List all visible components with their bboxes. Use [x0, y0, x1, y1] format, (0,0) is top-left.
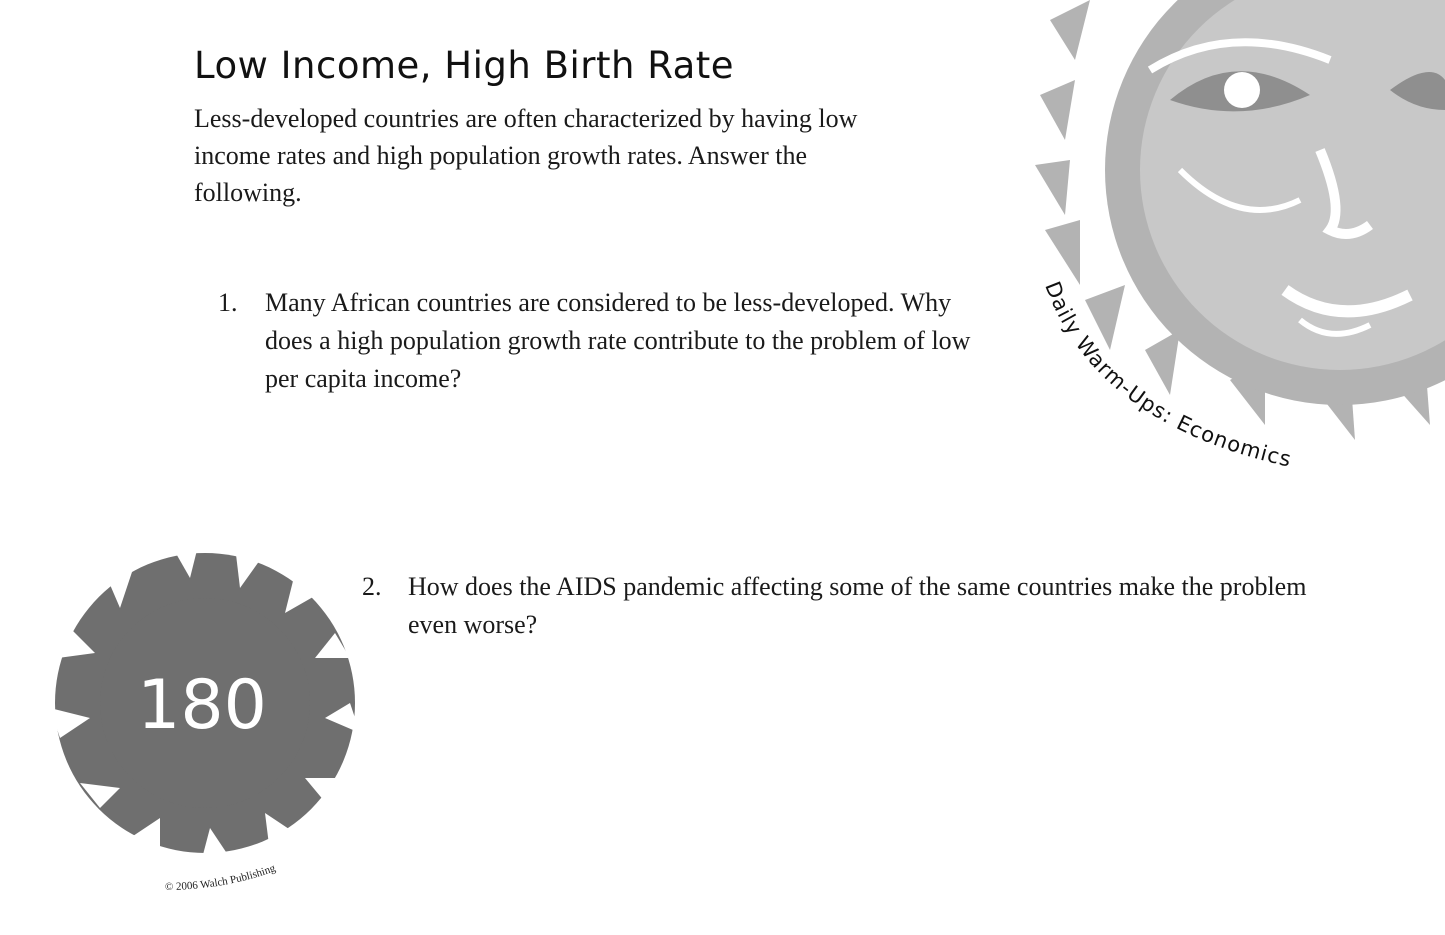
page-number: 180	[137, 666, 267, 745]
question-2-text: How does the AIDS pandemic affecting some of the same countries make the problem even worse?	[408, 572, 1307, 639]
question-2	[362, 568, 1322, 644]
question-1-number: 1.	[218, 288, 238, 317]
page-title: Low Income, High Birth Rate	[194, 44, 735, 87]
intro-paragraph: Less-developed countries are often characterized by having low income rates and high population growth rates. Answer the following.	[194, 104, 858, 207]
copyright-text: © 2006 Walch Publishing	[164, 862, 278, 894]
svg-text:© 2006 Walch Publishing	[165, 862, 278, 893]
series-label: Daily Warm-Ups: Economics	[1040, 278, 1295, 472]
question-1-text: Many African countries are considered to be less-developed. Why does a high population growth rate contribute to the problem of low per capita income?	[265, 288, 971, 393]
question-1	[218, 284, 978, 398]
starburst-badge-icon	[50, 538, 360, 868]
copyright-note	[160, 840, 330, 900]
question-2-number: 2.	[362, 572, 382, 601]
sun-face-icon	[1030, 0, 1445, 500]
